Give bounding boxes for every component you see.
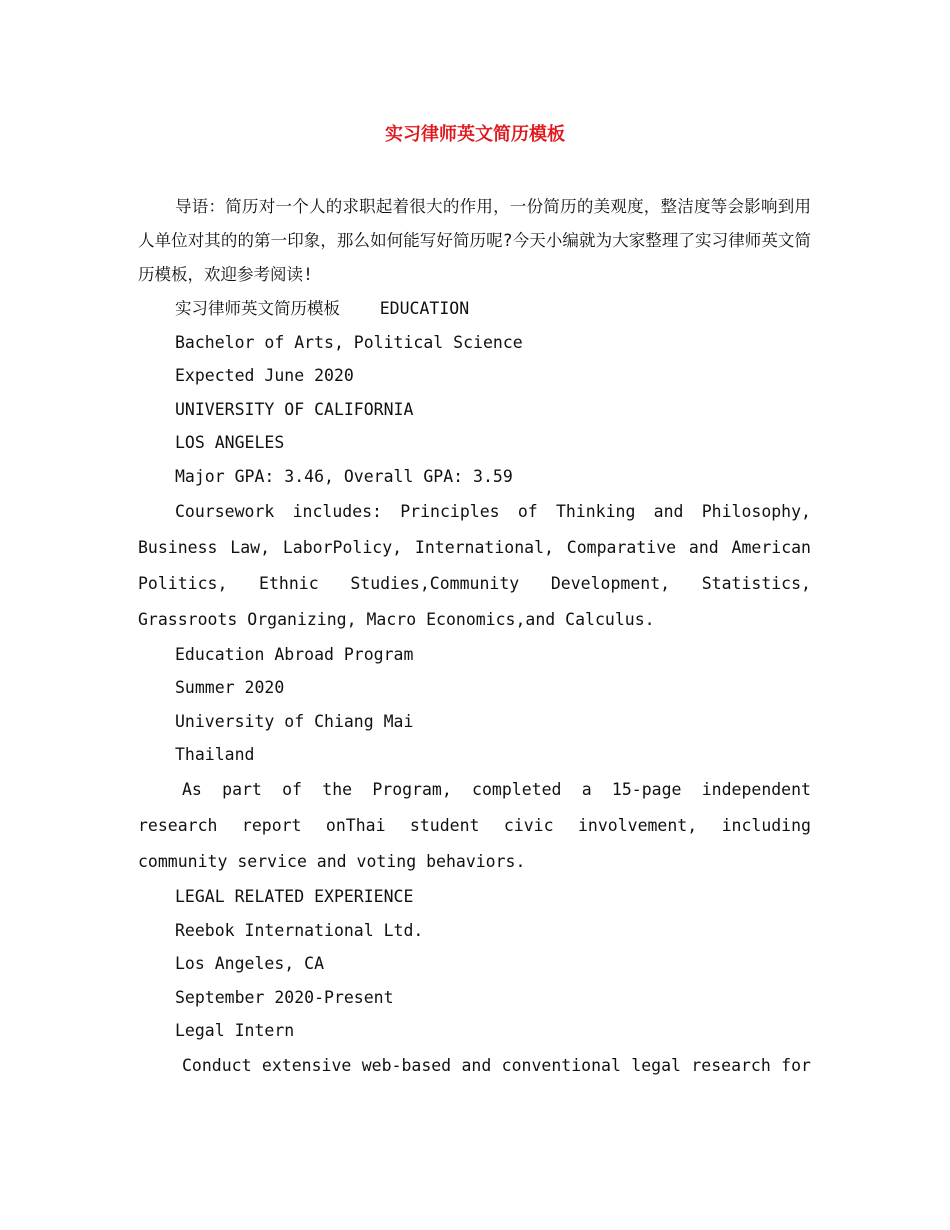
abroad-description: As part of the Program, completed a 15-page independent research report onThai student civic involvement, including community service and voting behaviors. [138,779,821,871]
degree-line: Bachelor of Arts, Political Science [175,332,523,352]
abroad-university: University of Chiang Mai [175,711,414,731]
coursework-paragraph: Coursework includes: Principles of Thinking and Philosophy, Business Law, LaborPolicy, International, Comparative and American Politics, Ethnic Studies,Community Development, Statistics, Grassroots Organizing, Macro Economics,and Calculus. [138,501,821,629]
university-name: UNIVERSITY OF CALIFORNIA [175,399,414,419]
graduation-date: Expected June 2020 [175,366,354,386]
document-body [138,190,821,1084]
employer-name: Reebok International Ltd. [175,920,424,940]
job-title: Legal Intern [175,1021,295,1041]
abroad-program-title: Education Abroad Program [175,644,414,664]
gpa-line: Major GPA: 3.46, Overall GPA: 3.59 [175,466,513,486]
document-title: 实习律师英文简历模板 [385,124,565,145]
university-location: LOS ANGELES [175,433,285,453]
section-heading-legal: LEGAL RELATED EXPERIENCE [175,886,414,906]
intro-paragraph: 导语：简历对一个人的求职起着很大的作用，一份简历的美观度，整洁度等会影响到用人单位对其的的第一印象，那么如何能写好简历呢?今天小编就为大家整理了实习律师英文简历模板，欢迎参考阅读! [138,197,811,284]
job-description: Conduct extensive web-based and conventional legal research for [182,1055,811,1075]
employer-location: Los Angeles, CA [175,954,325,974]
abroad-program-date: Summer 2020 [175,678,285,698]
abroad-country: Thailand [175,745,255,765]
section-heading-education: 实习律师英文简历模板 EDUCATION [175,299,470,318]
employment-dates: September 2020-Present [175,987,394,1007]
